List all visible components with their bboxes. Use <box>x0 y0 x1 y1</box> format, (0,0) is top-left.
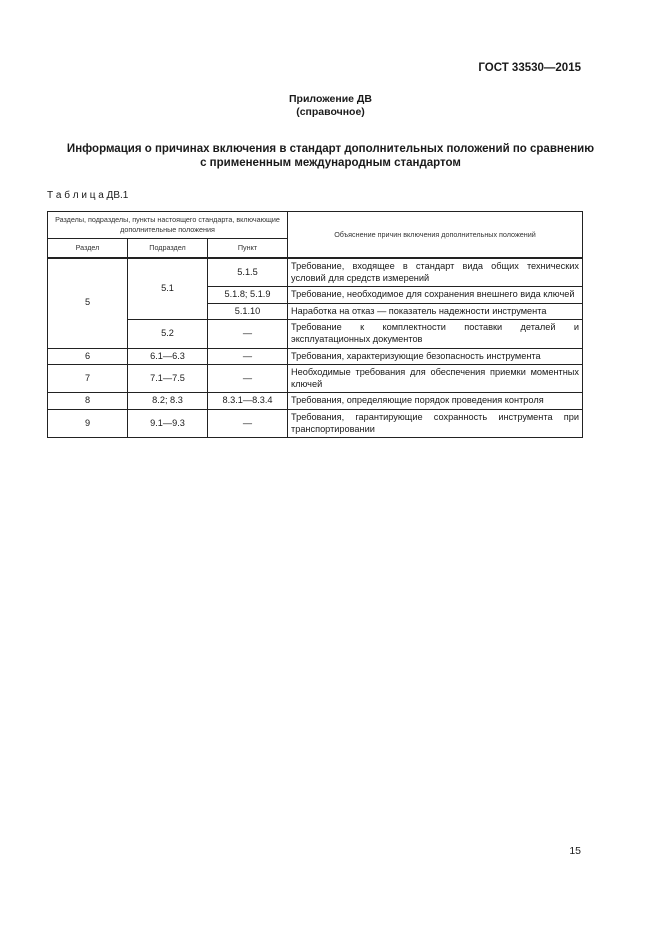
cell-subsection: 9.1—9.3 <box>128 409 208 437</box>
cell-clause: — <box>208 409 288 437</box>
cell-subsection: 7.1—7.5 <box>128 365 208 393</box>
cell-section: 8 <box>48 393 128 410</box>
cell-explanation: Требования, гарантирующие сохранность инструмента при транспортировании <box>288 409 583 437</box>
cell-section: 5 <box>48 258 128 348</box>
table-row <box>48 348 583 365</box>
table-header-row <box>48 212 583 239</box>
table-row <box>48 393 583 410</box>
cell-section: 7 <box>48 365 128 393</box>
cell-explanation: Требования, характеризующие безопасность инструмента <box>288 348 583 365</box>
table-row <box>48 258 583 287</box>
cell-subsection: 5.2 <box>128 320 208 348</box>
cell-clause: 5.1.5 <box>208 258 288 287</box>
page-number: 15 <box>569 845 581 857</box>
appendix-heading <box>0 93 661 119</box>
appendix-title: Приложение ДВ <box>289 93 372 105</box>
document-title <box>40 142 621 170</box>
standard-number: ГОСТ 33530—2015 <box>478 62 581 74</box>
table-row <box>48 320 583 348</box>
cell-explanation: Необходимые требования для обеспечения приемки моментных ключей <box>288 365 583 393</box>
title-line-1: Информация о причинах включения в стандарт дополнительных положений по сравнению <box>66 143 595 155</box>
header-group-cell: Разделы, подразделы, пункты настоящего стандарта, включающие дополнительные положения <box>48 212 288 239</box>
cell-explanation: Требование к комплектности поставки деталей и эксплуатационных документов <box>288 320 583 348</box>
additions-table <box>47 211 583 438</box>
cell-explanation: Требование, входящее в стандарт вида общих технических условий для средств измерений <box>288 258 583 287</box>
cell-explanation: Наработка на отказ — показатель надежности инструмента <box>288 303 583 320</box>
header-clause: Пункт <box>208 239 288 259</box>
cell-clause: 5.1.10 <box>208 303 288 320</box>
cell-clause: 8.3.1—8.3.4 <box>208 393 288 410</box>
table-caption: Т а б л и ц а ДВ.1 <box>47 190 129 201</box>
header-subsection: Подраздел <box>128 239 208 259</box>
table-row <box>48 365 583 393</box>
cell-clause: — <box>208 365 288 393</box>
cell-clause: — <box>208 320 288 348</box>
cell-explanation: Требование, необходимое для сохранения внешнего вида ключей <box>288 287 583 304</box>
header-section: Раздел <box>48 239 128 259</box>
cell-clause: — <box>208 348 288 365</box>
cell-subsection: 5.1 <box>128 258 208 320</box>
cell-subsection: 6.1—6.3 <box>128 348 208 365</box>
header-explanation-cell: Объяснение причин включения дополнительных положений <box>288 212 583 259</box>
appendix-subtitle: (справочное) <box>296 106 365 118</box>
cell-explanation: Требования, определяющие порядок проведения контроля <box>288 393 583 410</box>
title-line-2: с примененным международным стандартом <box>200 157 461 169</box>
cell-section: 9 <box>48 409 128 437</box>
cell-subsection: 8.2; 8.3 <box>128 393 208 410</box>
table-row <box>48 409 583 437</box>
cell-section: 6 <box>48 348 128 365</box>
cell-clause: 5.1.8; 5.1.9 <box>208 287 288 304</box>
